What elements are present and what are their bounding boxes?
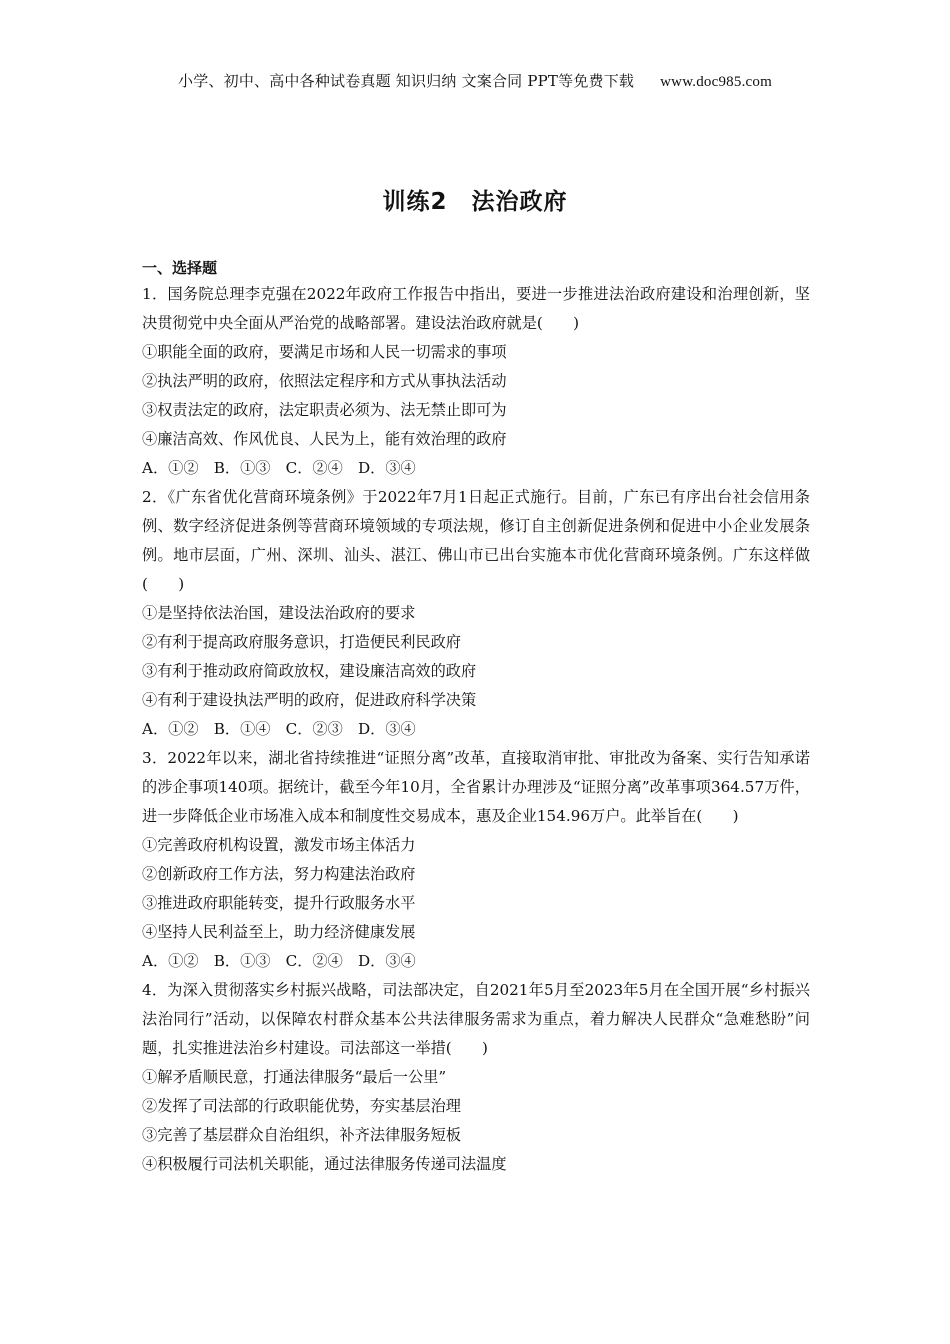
option-4: ④廉洁高效、作风优良、人民为上，能有效治理的政府 <box>142 430 507 448</box>
option-2: ②创新政府工作方法，努力构建法治政府 <box>142 865 416 883</box>
option-2: ②发挥了司法部的行政职能优势，夯实基层治理 <box>142 1097 461 1115</box>
option-2: ②执法严明的政府，依照法定程序和方式从事执法活动 <box>142 372 507 390</box>
answer-choices: A．①② B．①④ C．②③ D．③④ <box>142 720 416 738</box>
header-url[interactable]: www.doc985.com <box>660 74 772 90</box>
question-2 <box>142 483 810 744</box>
question-stem: 2．《广东省优化营商环境条例》于2022年7月1日起正式施行。目前，广东已有序出台社会信用条例、数字经济促进条例等营商环境领域的专项法规，修订自主创新促进条例和促进中小企业发展条例。地市层面，广州、深圳、汕头、湛江、佛山市已出台实施本市优化营商环境条例。广东这样做( ) <box>142 488 810 593</box>
option-1: ①解矛盾顺民意，打通法律服务“最后一公里” <box>142 1068 447 1086</box>
header-text: 小学、初中、高中各种试卷真题 知识归纳 文案合同 PPT等免费下载 <box>178 72 635 90</box>
option-3: ③推进政府职能转变，提升行政服务水平 <box>142 894 416 912</box>
option-4: ④有利于建设执法严明的政府，促进政府科学决策 <box>142 691 477 709</box>
option-1: ①是坚持依法治国，建设法治政府的要求 <box>142 604 416 622</box>
option-1: ①职能全面的政府，要满足市场和人民一切需求的事项 <box>142 343 507 361</box>
question-list <box>142 258 810 1179</box>
page-title: 训练2 法治政府 <box>382 189 568 215</box>
answer-choices: A．①② B．①③ C．②④ D．③④ <box>142 952 416 970</box>
option-3: ③完善了基层群众自治组织，补齐法律服务短板 <box>142 1126 461 1144</box>
section-heading: 一、选择题 <box>142 259 218 277</box>
option-4: ④积极履行司法机关职能，通过法律服务传递司法温度 <box>142 1155 507 1173</box>
option-1: ①完善政府机构设置，激发市场主体活力 <box>142 836 416 854</box>
question-stem: 4．为深入贯彻落实乡村振兴战略，司法部决定，自2021年5月至2023年5月在全国开展“乡村振兴法治同行”活动，以保障农村群众基本公共法律服务需求为重点，着力解决人民群众“急难愁盼”问题，扎实推进法治乡村建设。司法部这一举措( ) <box>142 981 810 1057</box>
question-1 <box>142 280 810 483</box>
option-3: ③权责法定的政府，法定职责必须为、法无禁止即可为 <box>142 401 507 419</box>
option-4: ④坚持人民利益至上，助力经济健康发展 <box>142 923 416 941</box>
question-4 <box>142 976 810 1179</box>
option-3: ③有利于推动政府简政放权，建设廉洁高效的政府 <box>142 662 477 680</box>
page-header <box>0 70 950 91</box>
question-stem: 1．国务院总理李克强在2022年政府工作报告中指出，要进一步推进法治政府建设和治理创新，坚决贯彻党中央全面从严治党的战略部署。建设法治政府就是( ) <box>142 285 810 332</box>
option-2: ②有利于提高政府服务意识，打造便民利民政府 <box>142 633 461 651</box>
question-3 <box>142 744 810 976</box>
question-stem: 3．2022年以来，湖北省持续推进“证照分离”改革，直接取消审批、审批改为备案、实行告知承诺的涉企事项140项。据统计，截至今年10月，全省累计办理涉及“证照分离”改革事项364.57万件，进一步降低企业市场准入成本和制度性交易成本，惠及企业154.96万户。此举旨在( ) <box>142 749 810 825</box>
answer-choices: A．①② B．①③ C．②④ D．③④ <box>142 459 416 477</box>
